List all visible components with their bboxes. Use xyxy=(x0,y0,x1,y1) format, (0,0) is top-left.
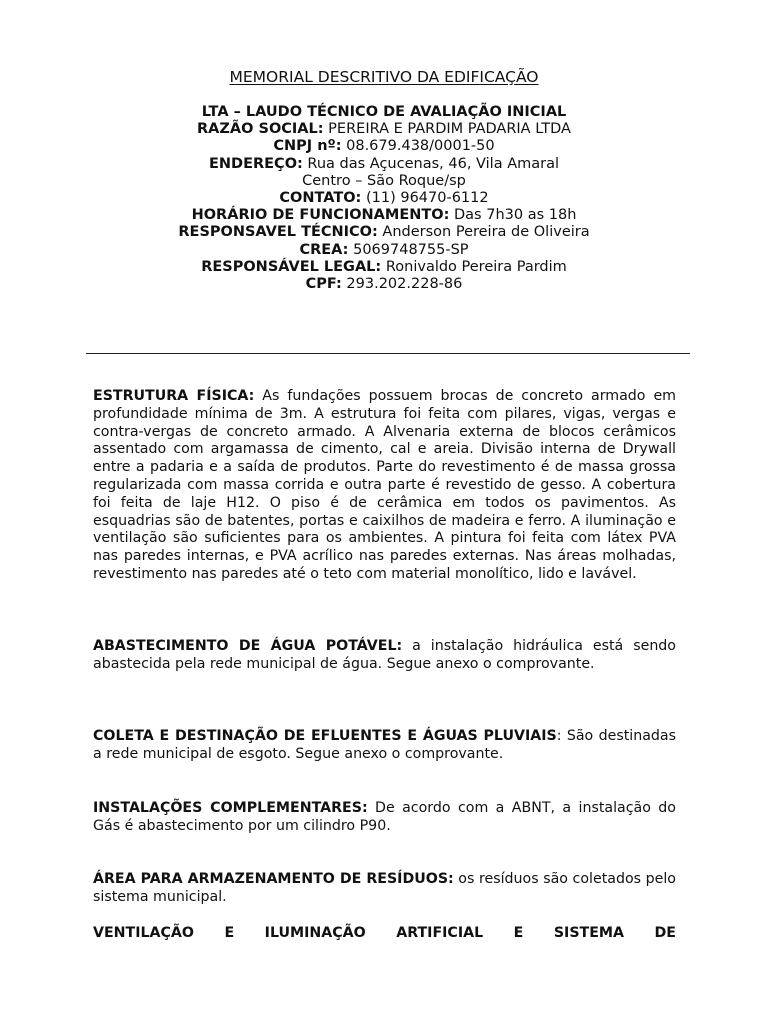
contato-line xyxy=(0,190,768,207)
endereco-value: Rua das Açucenas, 46, Vila Amaral xyxy=(302,155,559,172)
endereco-label: ENDEREÇO: xyxy=(209,155,303,172)
section-agua-text: a instalação hidráulica está sendo abastecida pela rede municipal de água. Segue anexo o comprovante. xyxy=(93,638,676,672)
responsavel-tecnico-label: RESPONSAVEL TÉCNICO: xyxy=(178,224,378,241)
section-residuos-label: ÁREA PARA ARMAZENAMENTO DE RESÍDUOS: xyxy=(93,871,454,887)
endereco-line-2: Centro – São Roque/sp xyxy=(302,172,466,189)
cnpj-label: CNPJ nº: xyxy=(273,138,342,155)
section-abastecimento-agua xyxy=(93,638,676,674)
company-header xyxy=(0,104,768,293)
section-estrutura-label: ESTRUTURA FÍSICA: xyxy=(93,388,255,404)
responsavel-legal-value: Ronivaldo Pereira Pardim xyxy=(381,258,567,275)
razao-social-label: RAZÃO SOCIAL: xyxy=(197,121,324,138)
crea-line xyxy=(0,242,768,259)
responsavel-legal-label: RESPONSÁVEL LEGAL: xyxy=(201,258,382,275)
razao-social-line xyxy=(0,121,768,138)
section-agua-label: ABASTECIMENTO DE ÁGUA POTÁVEL: xyxy=(93,638,403,654)
endereco-line xyxy=(0,156,768,173)
crea-value: 5069748755-SP xyxy=(348,241,469,258)
section-ventilacao-iluminacao xyxy=(93,925,676,943)
section-complementares-label: INSTALAÇÕES COMPLEMENTARES: xyxy=(93,800,368,816)
crea-label: CREA: xyxy=(299,241,349,258)
contato-label: CONTATO: xyxy=(279,190,362,207)
section-instalacoes-complementares xyxy=(93,800,676,836)
horario-value: Das 7h30 as 18h xyxy=(449,207,577,224)
cpf-line xyxy=(0,276,768,293)
cpf-label: CPF: xyxy=(305,276,342,293)
section-residuos-text: os resíduos são coletados pelo sistema municipal. xyxy=(93,871,676,905)
razao-social-value: PEREIRA E PARDIM PADARIA LTDA xyxy=(323,121,571,138)
responsavel-tecnico-value: Anderson Pereira de Oliveira xyxy=(377,224,590,241)
contato-value: (11) 96470-6112 xyxy=(361,190,489,207)
horario-line xyxy=(0,207,768,224)
document-title: MEMORIAL DESCRITIVO DA EDIFICAÇÃO xyxy=(229,68,539,86)
cnpj-line xyxy=(0,138,768,155)
horizontal-divider xyxy=(86,353,690,354)
section-estrutura-fisica xyxy=(93,388,676,584)
section-coleta-efluentes xyxy=(93,728,676,764)
section-ventilacao-label: VENTILAÇÃO E ILUMINAÇÃO ARTIFICIAL E SISTEMA DE xyxy=(93,925,676,941)
section-complementares-text: De acordo com a ABNT, a instalação do Gás é abastecimento por um cilindro P90. xyxy=(93,800,676,834)
section-armazenamento-residuos xyxy=(93,871,676,907)
responsavel-legal-line xyxy=(0,259,768,276)
cnpj-value: 08.679.438/0001-50 xyxy=(341,138,495,155)
horario-label: HORÁRIO DE FUNCIONAMENTO: xyxy=(191,207,450,224)
laudo-line: LTA – LAUDO TÉCNICO DE AVALIAÇÃO INICIAL xyxy=(201,104,567,120)
cpf-value: 293.202.228-86 xyxy=(341,276,463,293)
section-estrutura-text: As fundações possuem brocas de concreto armado em profundidade mínima de 3m. A estrutura foi feita com pilares, vigas, vergas e contra-vergas de concreto armado. A Alvenaria externa de blocos cerâmicos assentado com argamassa de cimento, cal e areia. Divisão interna de Drywall entre a padaria e a saída de produtos. Parte do revestimento é de massa grossa regularizada com massa corrida e outra parte é revestido de gesso. A cobertura foi feita de laje H12. O piso é de cerâmica em todos os pavimentos. As esquadrias são de batentes, portas e caixilhos de madeira e ferro. A iluminação e ventilação são suficientes para os ambientes. A pintura foi feita com látex PVA nas paredes internas, e PVA acrílico nas paredes externas. Nas áreas molhadas, revestimento nas paredes até o teto com material monolítico, lido e lavável. xyxy=(93,388,676,582)
section-efluentes-label: COLETA E DESTINAÇÃO DE EFLUENTES E ÁGUAS PLUVIAIS xyxy=(93,728,557,744)
responsavel-tecnico-line xyxy=(0,224,768,241)
section-efluentes-text: : São destinadas a rede municipal de esgoto. Segue anexo o comprovante. xyxy=(93,728,676,762)
